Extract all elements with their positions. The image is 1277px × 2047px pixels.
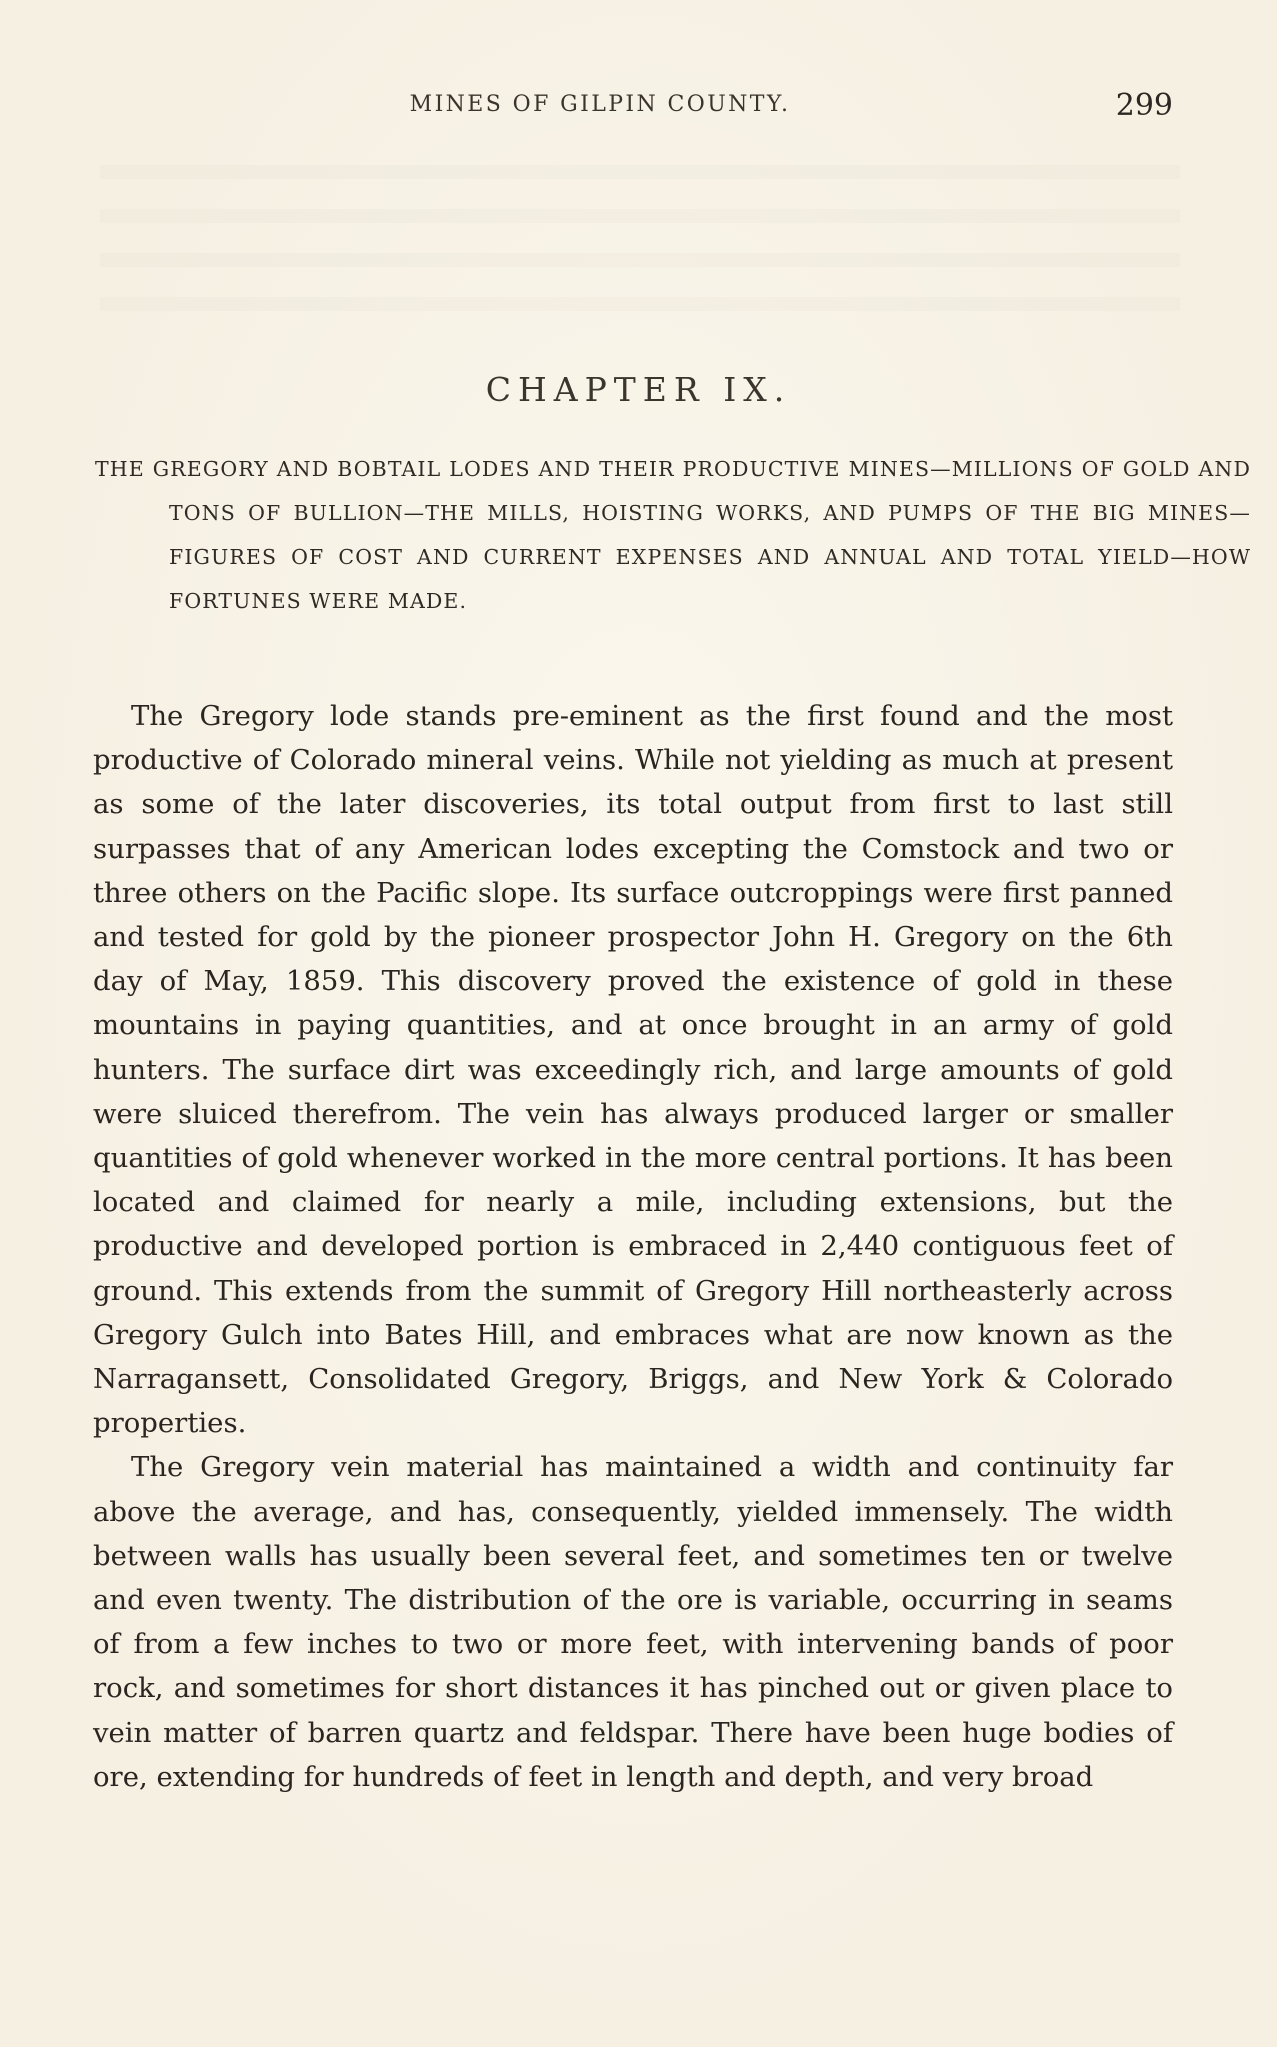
paragraph: The Gregory vein material has maintained a width and continuity far above the average, and has, consequently, yielded immensely. The width between walls has usually been several feet, and sometimes ten or twelve and even twenty. The distribution of the ore is variable, occurring in seams of from a few inches to two or more feet, with intervening bands of poor rock, and sometimes for short distances it has pinched out or given place to vein matter of barren quartz and feldspar. There have been huge bodies of ore, extending for hundreds of feet in length and depth, and very broad	[93, 1451, 1173, 1793]
running-title: MINES OF GILPIN COUNTY.	[409, 92, 791, 117]
page-number: 299	[1115, 88, 1173, 123]
chapter-heading: CHAPTER IX.	[485, 370, 792, 409]
show-through-text	[100, 165, 1180, 315]
body-text	[93, 694, 1173, 1799]
paragraph: The Gregory lode stands pre-eminent as the first found and the most productive of Colorado mineral veins. While not yielding as much at present as some of the later discoveries, its total output from first to last still surpasses that of any American lodes excepting the Comstock and two or three others on the Pacific slope. Its surface outcroppings were first panned and tested for gold by the pioneer prospector John H. Gregory on the 6th day of May, 1859. This discovery proved the existence of gold in these mountains in paying quantities, and at once brought in an army of gold hunters. The surface dirt was exceedingly rich, and large amounts of gold were sluiced therefrom. The vein has always produced larger or smaller quantities of gold whenever worked in the more central portions. It has been located and claimed for nearly a mile, including extensions, but the productive and developed portion is embraced in 2,440 contiguous feet of ground. This extends from the summit of Gregory Hill northeasterly across Gregory Gulch into Bates Hill, and embraces what are now known as the Narragansett, Consolidated Gregory, Briggs, and New York & Colorado properties.	[93, 700, 1173, 1440]
running-head	[0, 88, 1277, 132]
chapter-synopsis: THE GREGORY AND BOBTAIL LODES AND THEIR PRODUCTIVE MINES—MILLIONS OF GOLD AND TONS OF BULLION—THE MILLS, HOISTING WORKS, AND PUMPS OF THE BIG MINES—FIGURES OF COST AND CURRENT EXPENSES AND ANNUAL AND TOTAL YIELD—HOW FORTUNES WERE MADE.	[95, 457, 1251, 613]
